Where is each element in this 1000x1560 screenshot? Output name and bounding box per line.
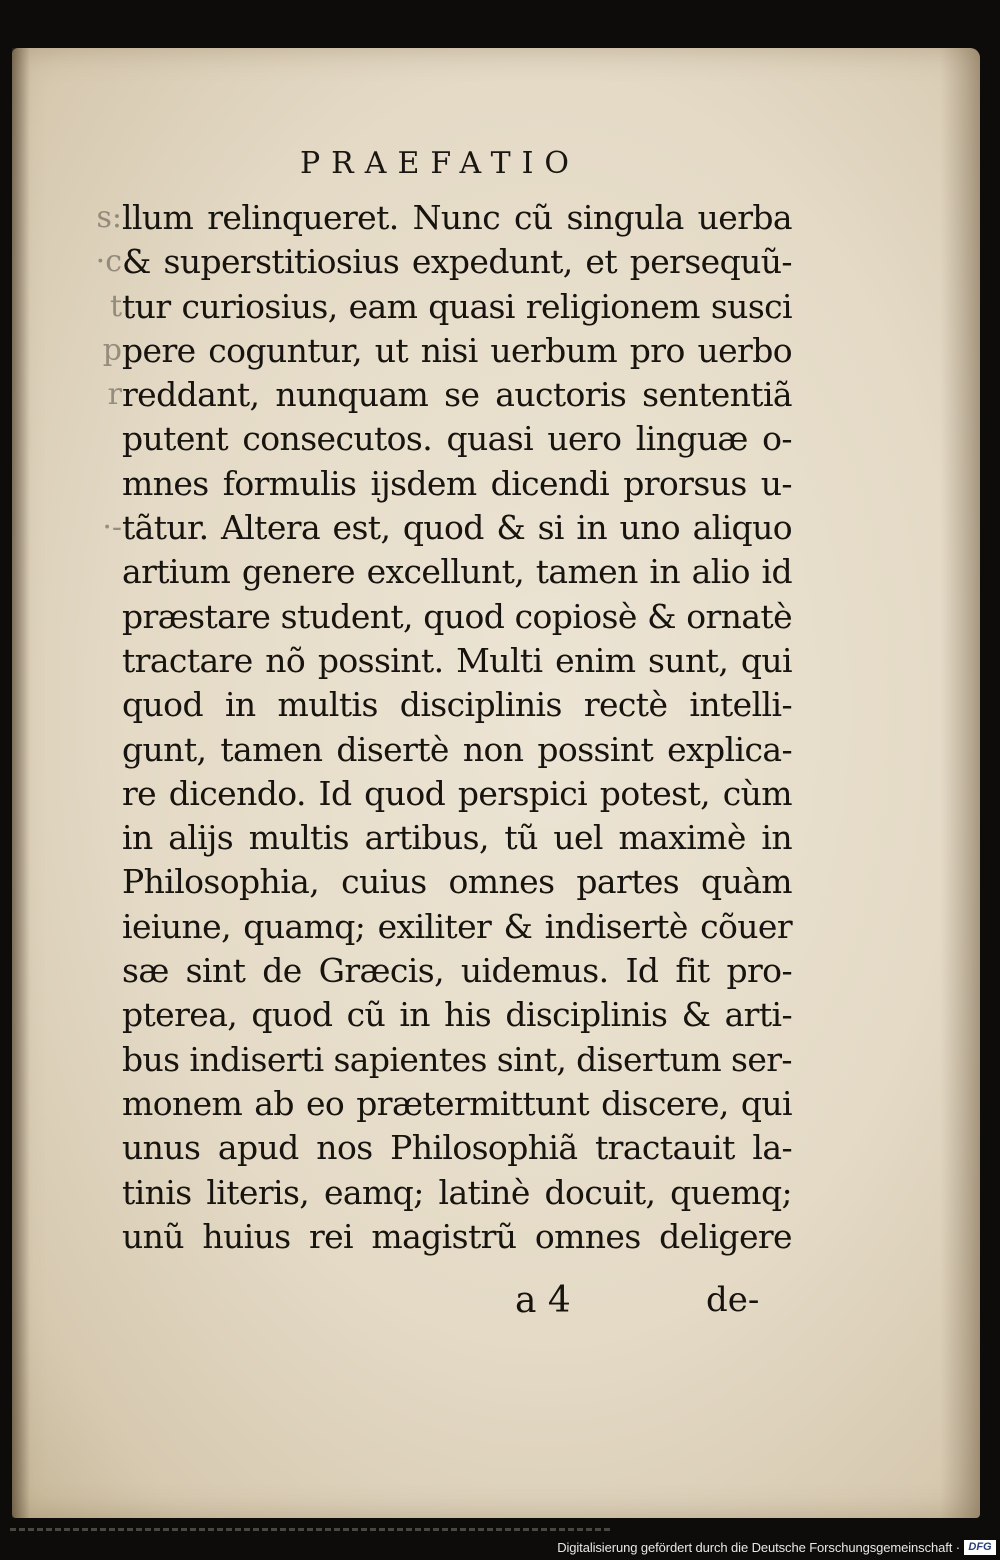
body-text xyxy=(122,196,792,1259)
show-through-margin xyxy=(78,196,122,550)
margin-mark: p xyxy=(102,332,122,368)
text-line: llum relinqueret. Nunc cũ singula uerba xyxy=(122,198,792,237)
text-line: pterea, quod cũ in his disciplinis & arti- xyxy=(122,995,792,1035)
text-line: re dicendo. Id quod perspici potest, cùm xyxy=(122,773,792,813)
page-gutter-shadow xyxy=(12,48,30,1518)
text-line: præstare student, quod copiosè & ornatè xyxy=(122,596,792,636)
text-line: mnes formulis ijsdem dicendi prorsus u- xyxy=(122,463,792,503)
text-line: gunt, tamen disertè non possint explica- xyxy=(122,729,792,769)
text-line: bus indiserti sapientes sint, disertum ser- xyxy=(122,1039,792,1079)
text-line: ieiune, quamq; exiliter & indisertè cõuer xyxy=(122,906,792,946)
text-line: tinis literis, eamq; latinè docuit, quemq; xyxy=(122,1172,792,1212)
margin-mark xyxy=(78,417,122,461)
margin-mark xyxy=(78,462,122,506)
text-line: reddant, nunquam se auctoris sententiã xyxy=(122,375,792,415)
margin-mark: ·c xyxy=(95,244,122,280)
text-line: putent consecutos. quasi uero linguæ o- xyxy=(122,419,792,459)
text-line: & superstitiosius expedunt, et persequũ- xyxy=(122,242,792,282)
running-head: PRAEFATIO xyxy=(300,146,581,181)
text-line: in alijs multis artibus, tũ uel maximè in xyxy=(122,818,792,858)
text-line: artium genere excellunt, tamen in alio id xyxy=(122,552,792,592)
text-line: unus apud nos Philosophiã tractauit la- xyxy=(122,1128,792,1168)
text-line: pere coguntur, ut nisi uerbum pro uerbo xyxy=(122,330,792,370)
text-line: unũ huius rei magistrũ omnes deligere xyxy=(122,1216,792,1256)
margin-mark: r xyxy=(107,377,122,413)
text-line: quod in multis disciplinis rectè intelli- xyxy=(122,685,792,725)
text-line: Philosophia, cuius omnes partes quàm xyxy=(122,862,792,902)
signature-mark: a 4 xyxy=(515,1280,571,1321)
page-edge-shadow xyxy=(940,48,980,1518)
margin-mark: ·- xyxy=(102,510,122,546)
text-line: tur curiosius, eam quasi religionem susci xyxy=(122,286,792,326)
text-line: monem ab eo prætermittunt discere, qui xyxy=(122,1083,792,1123)
text-line: sæ sint de Græcis, uidemus. Id fit pro- xyxy=(122,951,792,991)
text-line: tractare nõ possint. Multi enim sunt, qui xyxy=(122,640,792,680)
text-line: tãtur. Altera est, quod & si in uno aliquo xyxy=(122,508,792,548)
dfg-logo: DFG xyxy=(964,1540,996,1555)
margin-mark: t xyxy=(109,288,122,324)
catchword: de- xyxy=(706,1280,760,1320)
digitization-credit: Digitalisierung gefördert durch die Deutsche Forschungsgemeinschaft · xyxy=(557,1540,960,1555)
margin-mark: s: xyxy=(96,200,122,235)
scan-border-rule xyxy=(10,1528,610,1531)
